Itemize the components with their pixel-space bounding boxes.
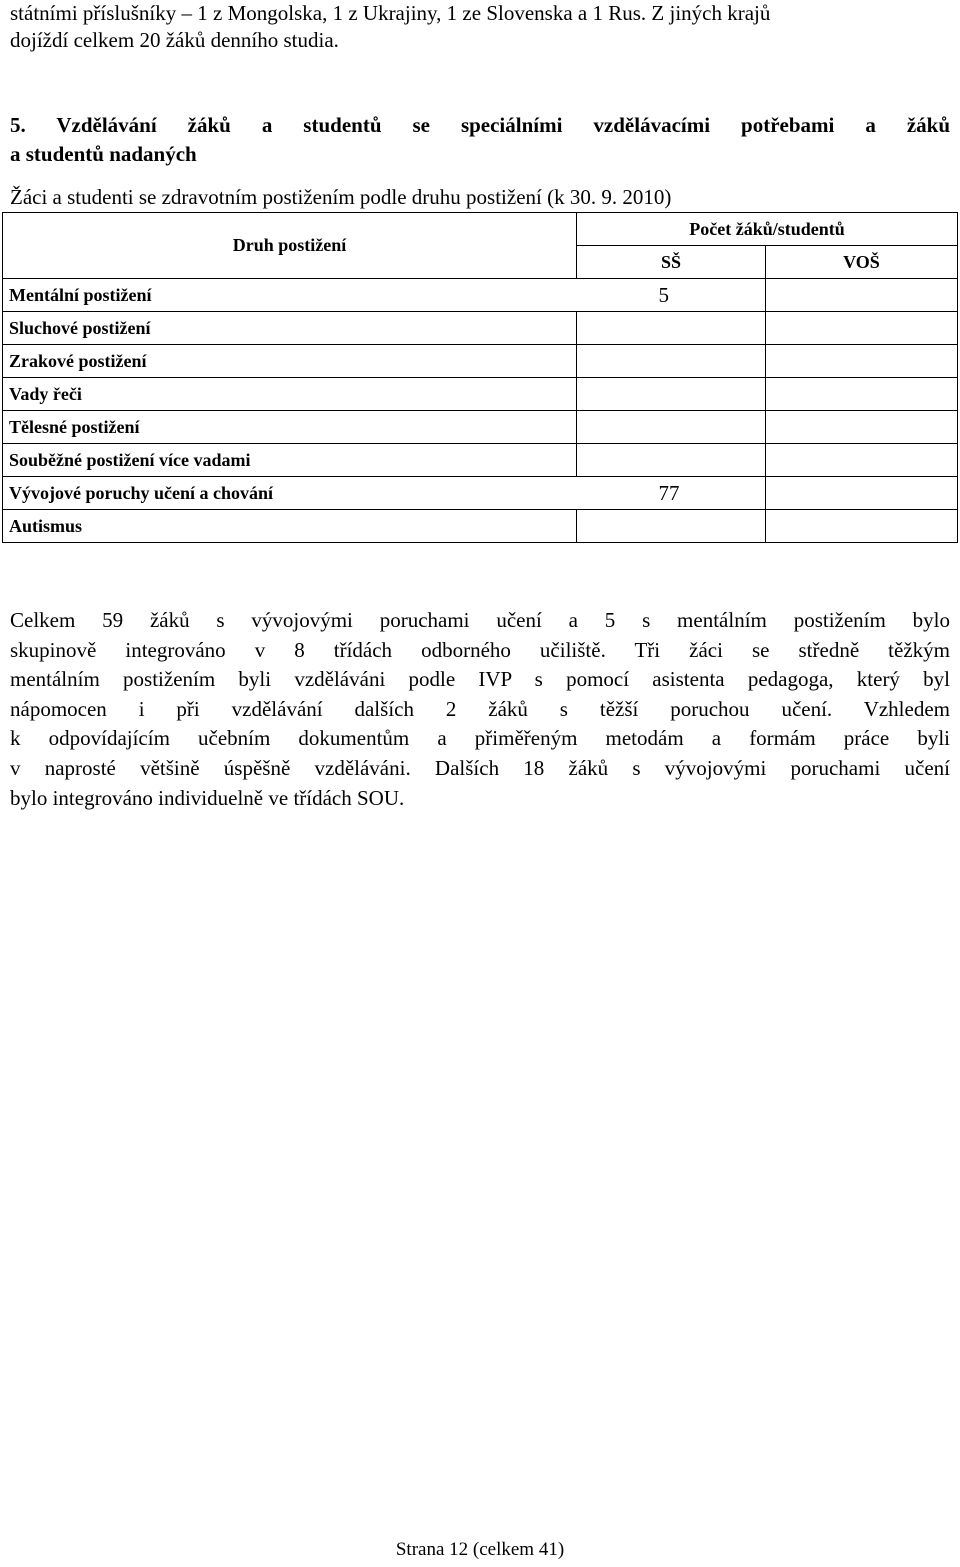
paragraph-line: nápomocen i při vzdělávání dalších 2 žáků s těžší poruchou učení. Vzhledem	[10, 696, 950, 721]
table-row	[3, 345, 958, 378]
paragraph-line: mentálním postižením byli vzděláváni podle IVP s pomocí asistenta pedagoga, který byl	[10, 667, 950, 692]
disability-table	[2, 212, 958, 543]
section-heading-line-1: 5. Vzdělávání žáků a studentů se speciálními vzdělávacími potřebami a žáků	[10, 113, 950, 137]
row-label: Vývojové poruchy učení a chování	[3, 477, 577, 510]
row-vos-value	[766, 345, 958, 378]
row-vos-value	[766, 411, 958, 444]
row-ss-value: 77	[577, 477, 766, 510]
row-label: Vady řeči	[3, 378, 577, 411]
row-ss-value	[577, 312, 766, 345]
row-label: Zrakové postižení	[3, 345, 577, 378]
row-label: Tělesné postižení	[3, 411, 577, 444]
intro-line-1: státními příslušníky – 1 z Mongolska, 1 z Ukrajiny, 1 ze Slovenska a 1 Rus. Z jiných krajů	[10, 1, 771, 25]
row-label: Souběžné postižení více vadami	[3, 444, 577, 477]
header-ss: SŠ	[577, 246, 766, 279]
row-vos-value	[766, 444, 958, 477]
table-row	[3, 312, 958, 345]
row-vos-value	[766, 312, 958, 345]
paragraph-line: Celkem 59 žáků s vývojovými poruchami učení a 5 s mentálním postižením bylo	[10, 608, 950, 632]
table-row	[3, 444, 958, 477]
row-ss-value: 5	[577, 279, 766, 312]
row-ss-value	[577, 411, 766, 444]
intro-text	[10, 0, 770, 54]
header-type: Druh postižení	[3, 213, 577, 279]
paragraph-line: v naprosté většině úspěšně vzděláváni. Dalších 18 žáků s vývojovými poruchami učení	[10, 755, 950, 780]
paragraph-line: k odpovídajícím učebním dokumentům a přiměřeným metodám a formám práce byli	[10, 726, 950, 751]
section-heading-line-2: a studentů nadaných	[10, 142, 197, 166]
row-label: Mentální postižení	[3, 279, 577, 312]
row-vos-value	[766, 378, 958, 411]
intro-line-2: dojíždí celkem 20 žáků denního studia.	[10, 28, 339, 52]
row-label: Sluchové postižení	[3, 312, 577, 345]
row-vos-value	[766, 477, 958, 510]
table-row	[3, 411, 958, 444]
row-ss-value	[577, 378, 766, 411]
table-header-row	[3, 213, 958, 246]
table-row	[3, 279, 958, 312]
table-caption: Žáci a studenti se zdravotním postižením podle druhu postižení (k 30. 9. 2010)	[10, 185, 672, 209]
header-count: Počet žáků/studentů	[577, 213, 958, 246]
body-paragraph	[10, 606, 950, 813]
table-row	[3, 510, 958, 543]
row-ss-value	[577, 510, 766, 543]
table-row	[3, 477, 958, 510]
section-heading	[10, 111, 950, 169]
table-row	[3, 378, 958, 411]
paragraph-line: bylo integrováno individuelně ve třídách SOU.	[10, 785, 405, 810]
row-ss-value	[577, 444, 766, 477]
row-vos-value	[766, 279, 958, 312]
page-footer: Strana 12 (celkem 41)	[395, 1539, 565, 1560]
paragraph-line: skupinově integrováno v 8 třídách odborného učiliště. Tři žáci se středně těžkým	[10, 637, 950, 662]
row-vos-value	[766, 510, 958, 543]
header-vos: VOŠ	[766, 246, 958, 279]
row-label: Autismus	[3, 510, 577, 543]
row-ss-value	[577, 345, 766, 378]
table-body	[3, 279, 958, 543]
